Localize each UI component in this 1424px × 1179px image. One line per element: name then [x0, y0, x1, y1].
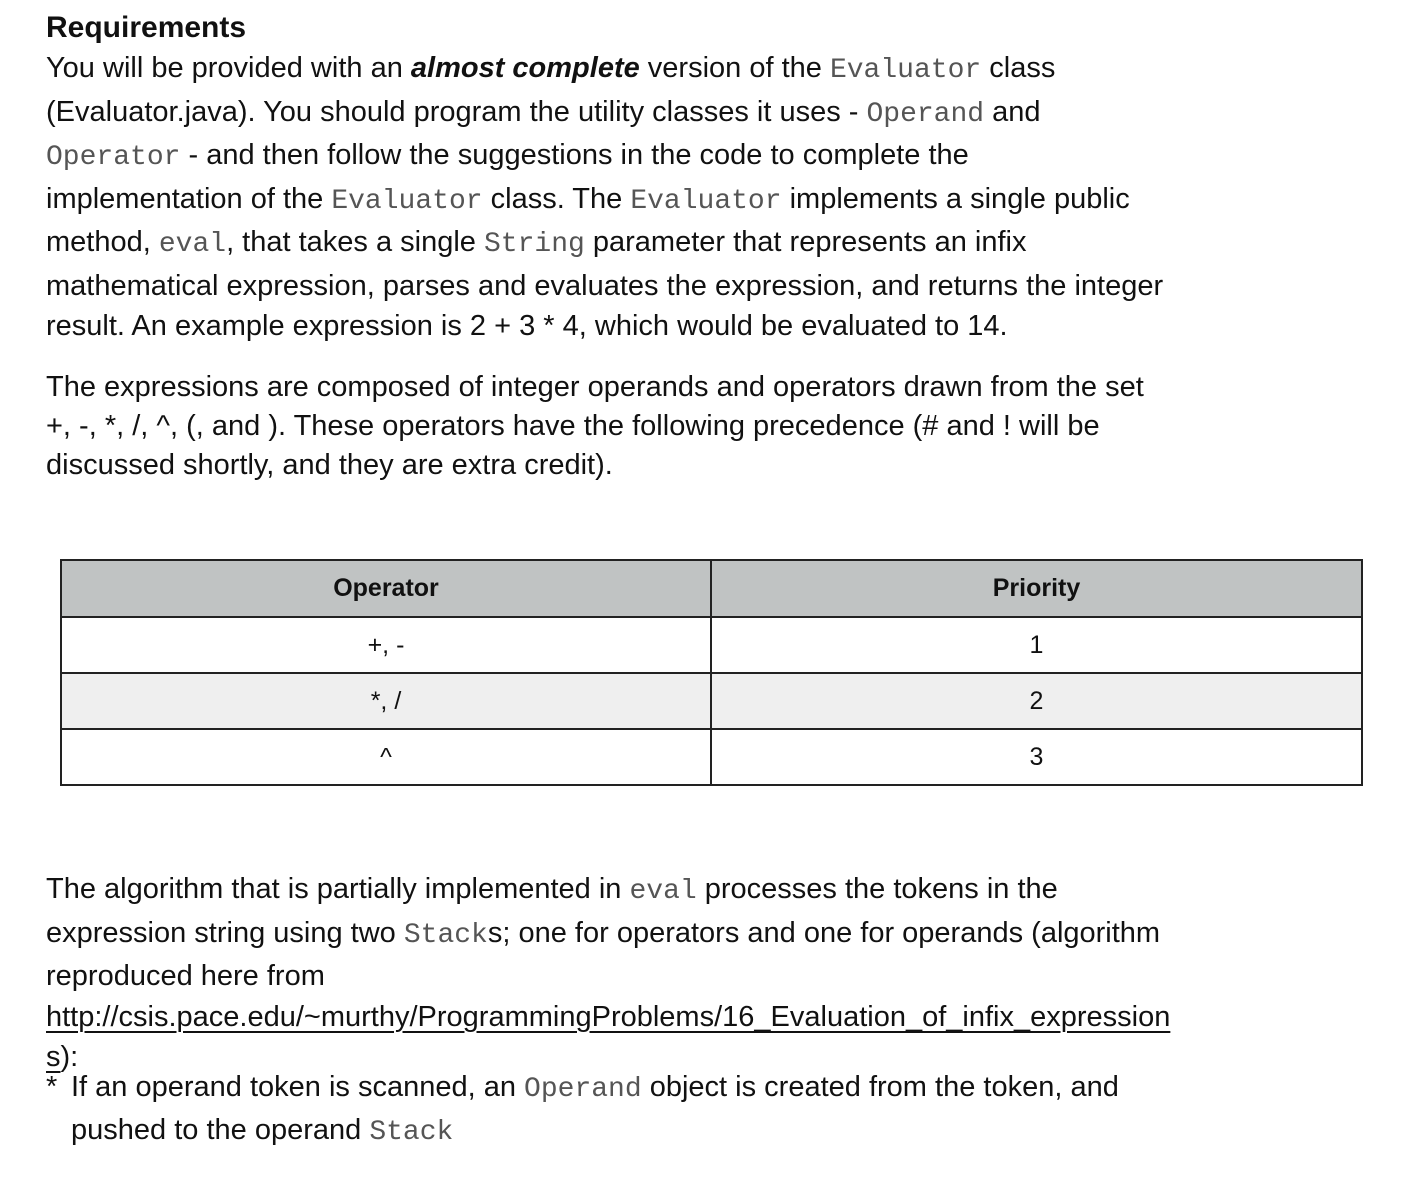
code-eval: eval	[158, 229, 227, 260]
paragraph-line: reproduced here from	[46, 960, 325, 992]
paragraph-line: implementation of the Evaluator class. The Evaluator implements a single public	[46, 182, 1130, 217]
code-stack: Stack	[369, 1117, 454, 1148]
operator-cell: *, /	[61, 673, 711, 729]
column-header-operator: Operator	[61, 560, 711, 617]
operator-cell: +, -	[61, 617, 711, 673]
paragraph-line: method, eval, that takes a single String parameter that represents an infix	[46, 226, 1027, 260]
table-row	[61, 729, 1362, 785]
code-eval: eval	[629, 876, 697, 907]
table-header-row	[61, 560, 1362, 617]
paragraph-line: discussed shortly, and they are extra credit).	[46, 449, 613, 481]
operator-cell: ^	[61, 729, 711, 785]
paragraph-line: Operator - and then follow the suggestions in the code to complete the	[46, 139, 969, 173]
paragraph-line: (Evaluator.java). You should program the utility classes it uses - Operand and	[46, 95, 1041, 130]
column-header-priority: Priority	[711, 560, 1362, 617]
priority-cell: 1	[711, 617, 1362, 673]
paragraph-line: expression string using two Stacks; one for operators and one for operands (algorithm	[46, 916, 1161, 951]
paragraph-line: result. An example expression is 2 + 3 * 4, which would be evaluated to 14.	[46, 310, 1008, 342]
code-stack: Stack	[403, 919, 488, 951]
code-operator: Operator	[46, 142, 181, 173]
paragraph-line: The algorithm that is partially implemented in eval processes the tokens in the	[46, 873, 1058, 907]
source-link-line: s):	[46, 1041, 79, 1073]
algorithm-paragraph	[46, 869, 1366, 1078]
bullet-text	[71, 1067, 1361, 1153]
bullet-marker: *	[46, 1071, 58, 1103]
paragraph-line: If an operand token is scanned, an Operand object is created from the token, and	[71, 1071, 1119, 1105]
code-evaluator: Evaluator	[630, 185, 782, 217]
code-operand: Operand	[866, 98, 985, 130]
table-row	[61, 617, 1362, 673]
section-heading: Requirements	[46, 11, 247, 44]
source-link[interactable]: http://csis.pace.edu/~murthy/ProgrammingProblems/16_Evaluation_of_infix_expression	[46, 1000, 1171, 1033]
paragraph-line: The expressions are composed of integer operands and operators drawn from the set	[46, 371, 1144, 403]
code-evaluator: Evaluator	[829, 55, 982, 86]
paragraph-line: pushed to the operand Stack	[71, 1114, 454, 1148]
source-link-line	[46, 997, 1366, 1038]
emphasis-text: almost complete	[410, 52, 640, 84]
code-string: String	[484, 229, 585, 260]
table-row	[61, 673, 1362, 729]
paragraph-line: +, -, *, /, ^, (, and ). These operators have the following precedence (# and ! will be	[46, 410, 1100, 442]
intro-paragraph	[46, 48, 1366, 347]
code-evaluator: Evaluator	[331, 185, 483, 217]
paragraph-line: You will be provided with an almost complete version of the Evaluator class	[46, 52, 1056, 86]
priority-cell: 3	[711, 729, 1362, 785]
paragraph-line: mathematical expression, parses and evaluates the expression, and returns the integer	[46, 269, 1164, 302]
operators-paragraph	[46, 368, 1366, 485]
code-operand: Operand	[524, 1074, 642, 1105]
priority-cell: 2	[711, 673, 1362, 729]
precedence-table	[60, 559, 1363, 786]
source-link-continued[interactable]: s	[46, 1041, 61, 1073]
